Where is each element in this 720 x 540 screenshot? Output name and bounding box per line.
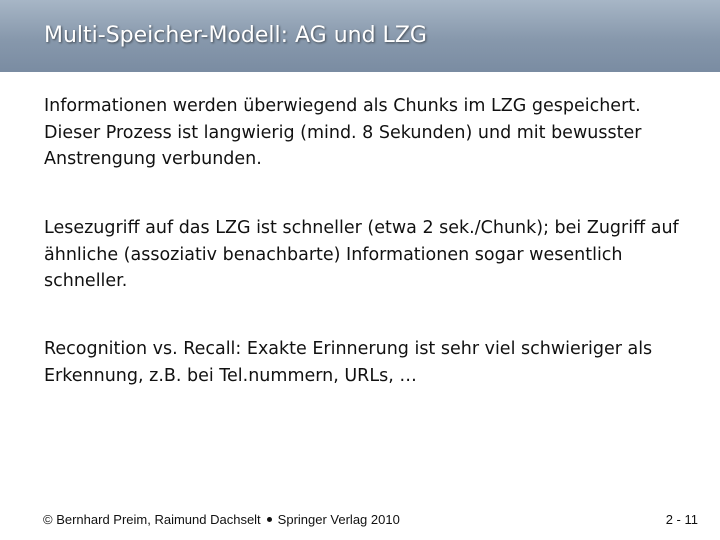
bullet-separator-icon [267, 517, 272, 522]
footer-authors: © Bernhard Preim, Raimund Dachselt [43, 512, 261, 527]
footer-publisher: Springer Verlag 2010 [277, 512, 400, 527]
slide-title: Multi-Speicher-Modell: AG und LZG [44, 23, 427, 48]
paragraph-chunks-storage: Informationen werden überwiegend als Chunks im LZG gespeichert. Dieser Prozess ist langwierig (mind. 8 Sekunden) und mit bewusster Anstrengung verbunden. [44, 96, 642, 169]
page-number: 2 - 11 [665, 512, 698, 527]
paragraph-recognition-recall: Recognition vs. Recall: Exakte Erinnerung ist sehr viel schwieriger als Erkennung, z.B. bei Tel.nummern, URLs, … [44, 339, 653, 386]
title-bar [0, 0, 720, 72]
footer-credits [43, 512, 400, 528]
paragraph-read-access: Lesezugriff auf das LZG ist schneller (etwa 2 sek./Chunk); bei Zugriff auf ähnliche (assoziativ benachbarte) Informationen sogar wesentlich schneller. [44, 218, 679, 291]
